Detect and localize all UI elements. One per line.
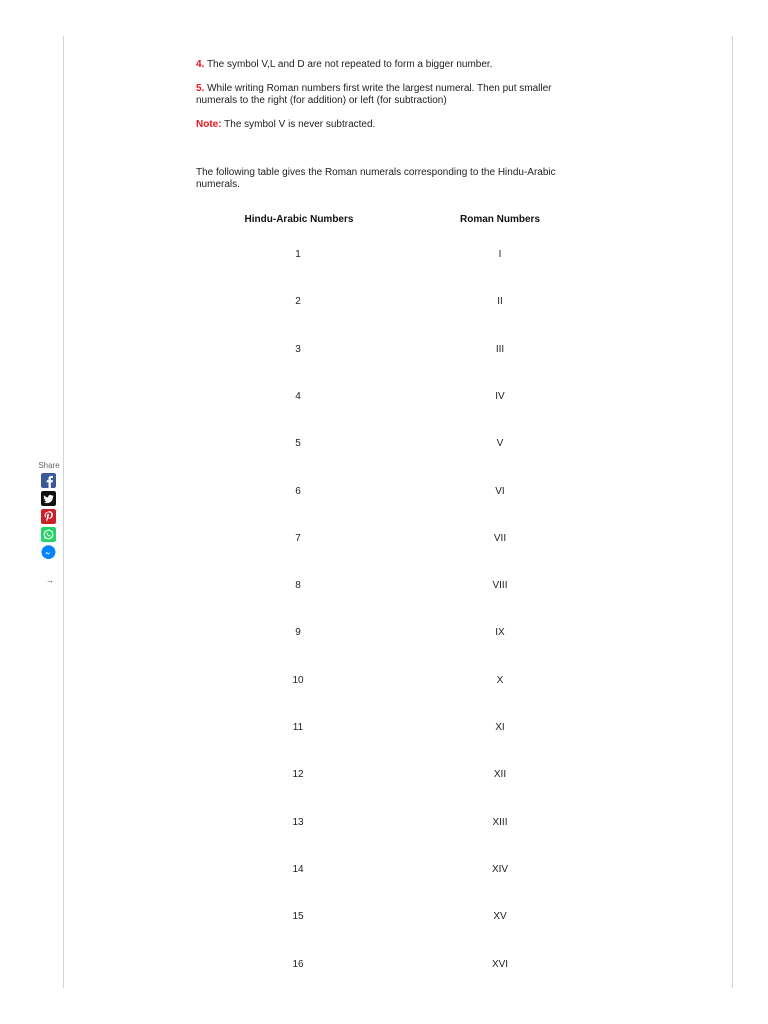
table-cell-roman: X — [496, 675, 504, 686]
table-cell-roman: XV — [493, 911, 507, 922]
rule-4 — [196, 59, 588, 71]
table-cell-roman: XIV — [491, 864, 509, 875]
table-cell-hindu-arabic: 15 — [292, 911, 304, 922]
share-label: Share — [38, 461, 60, 470]
table-cell-hindu-arabic: 9 — [295, 627, 301, 638]
table-cell-roman: II — [497, 296, 503, 307]
table-cell-hindu-arabic: 2 — [295, 296, 301, 307]
table-cell-hindu-arabic: 10 — [292, 675, 304, 686]
table-cell-hindu-arabic: 12 — [292, 769, 304, 780]
table-cell-roman: XVI — [491, 959, 509, 970]
note — [196, 119, 588, 131]
facebook-icon[interactable] — [41, 473, 56, 488]
header-roman: Roman Numbers — [459, 214, 540, 225]
table-cell-roman: XI — [495, 722, 505, 733]
left-divider — [63, 36, 64, 988]
table-cell-hindu-arabic: 14 — [292, 864, 304, 875]
table-cell-roman: XII — [493, 769, 507, 780]
note-text: The symbol V is never subtracted. — [221, 119, 376, 130]
table-cell-roman: IV — [495, 391, 505, 402]
table-cell-roman: V — [496, 438, 504, 449]
header-hindu-arabic: Hindu-Arabic Numbers — [244, 214, 354, 225]
table-cell-roman: VIII — [492, 580, 508, 591]
right-divider — [732, 36, 733, 988]
table-cell-roman: XIII — [492, 817, 508, 828]
rule-4-number: 4. — [196, 59, 205, 70]
table-cell-hindu-arabic: 8 — [295, 580, 301, 591]
rule-5-number: 5. — [196, 83, 205, 94]
table-cell-hindu-arabic: 5 — [295, 438, 301, 449]
share-bar — [36, 461, 62, 563]
table-cell-hindu-arabic: 3 — [295, 344, 301, 355]
rule-4-text: The symbol V,L and D are not repeated to form a bigger number. — [204, 59, 493, 70]
table-cell-hindu-arabic: 6 — [295, 486, 301, 497]
table-cell-roman: I — [498, 249, 502, 260]
note-label: Note: — [196, 119, 222, 130]
table-cell-roman: IX — [495, 627, 505, 638]
rule-5-text: While writing Roman numbers first write the largest numeral. Then put smaller numerals to the right (for addition) or left (for subtraction) — [196, 83, 552, 106]
messenger-icon[interactable] — [41, 545, 56, 560]
table-cell-roman: VII — [493, 533, 507, 544]
whatsapp-icon[interactable] — [41, 527, 56, 542]
table-intro: The following table gives the Roman numerals corresponding to the Hindu-Arabic numerals. — [196, 167, 556, 190]
more-share-arrow[interactable]: → — [46, 576, 54, 585]
table-cell-hindu-arabic: 4 — [295, 391, 301, 402]
rule-5 — [196, 83, 588, 107]
twitter-icon[interactable] — [41, 491, 56, 506]
table-cell-hindu-arabic: 11 — [292, 722, 304, 733]
table-cell-roman: III — [495, 344, 505, 355]
pinterest-icon[interactable] — [41, 509, 56, 524]
table-cell-hindu-arabic: 13 — [292, 817, 304, 828]
table-cell-hindu-arabic: 16 — [292, 959, 304, 970]
table-cell-hindu-arabic: 7 — [295, 533, 301, 544]
table-cell-hindu-arabic: 1 — [295, 249, 301, 260]
table-cell-roman: VI — [495, 486, 505, 497]
